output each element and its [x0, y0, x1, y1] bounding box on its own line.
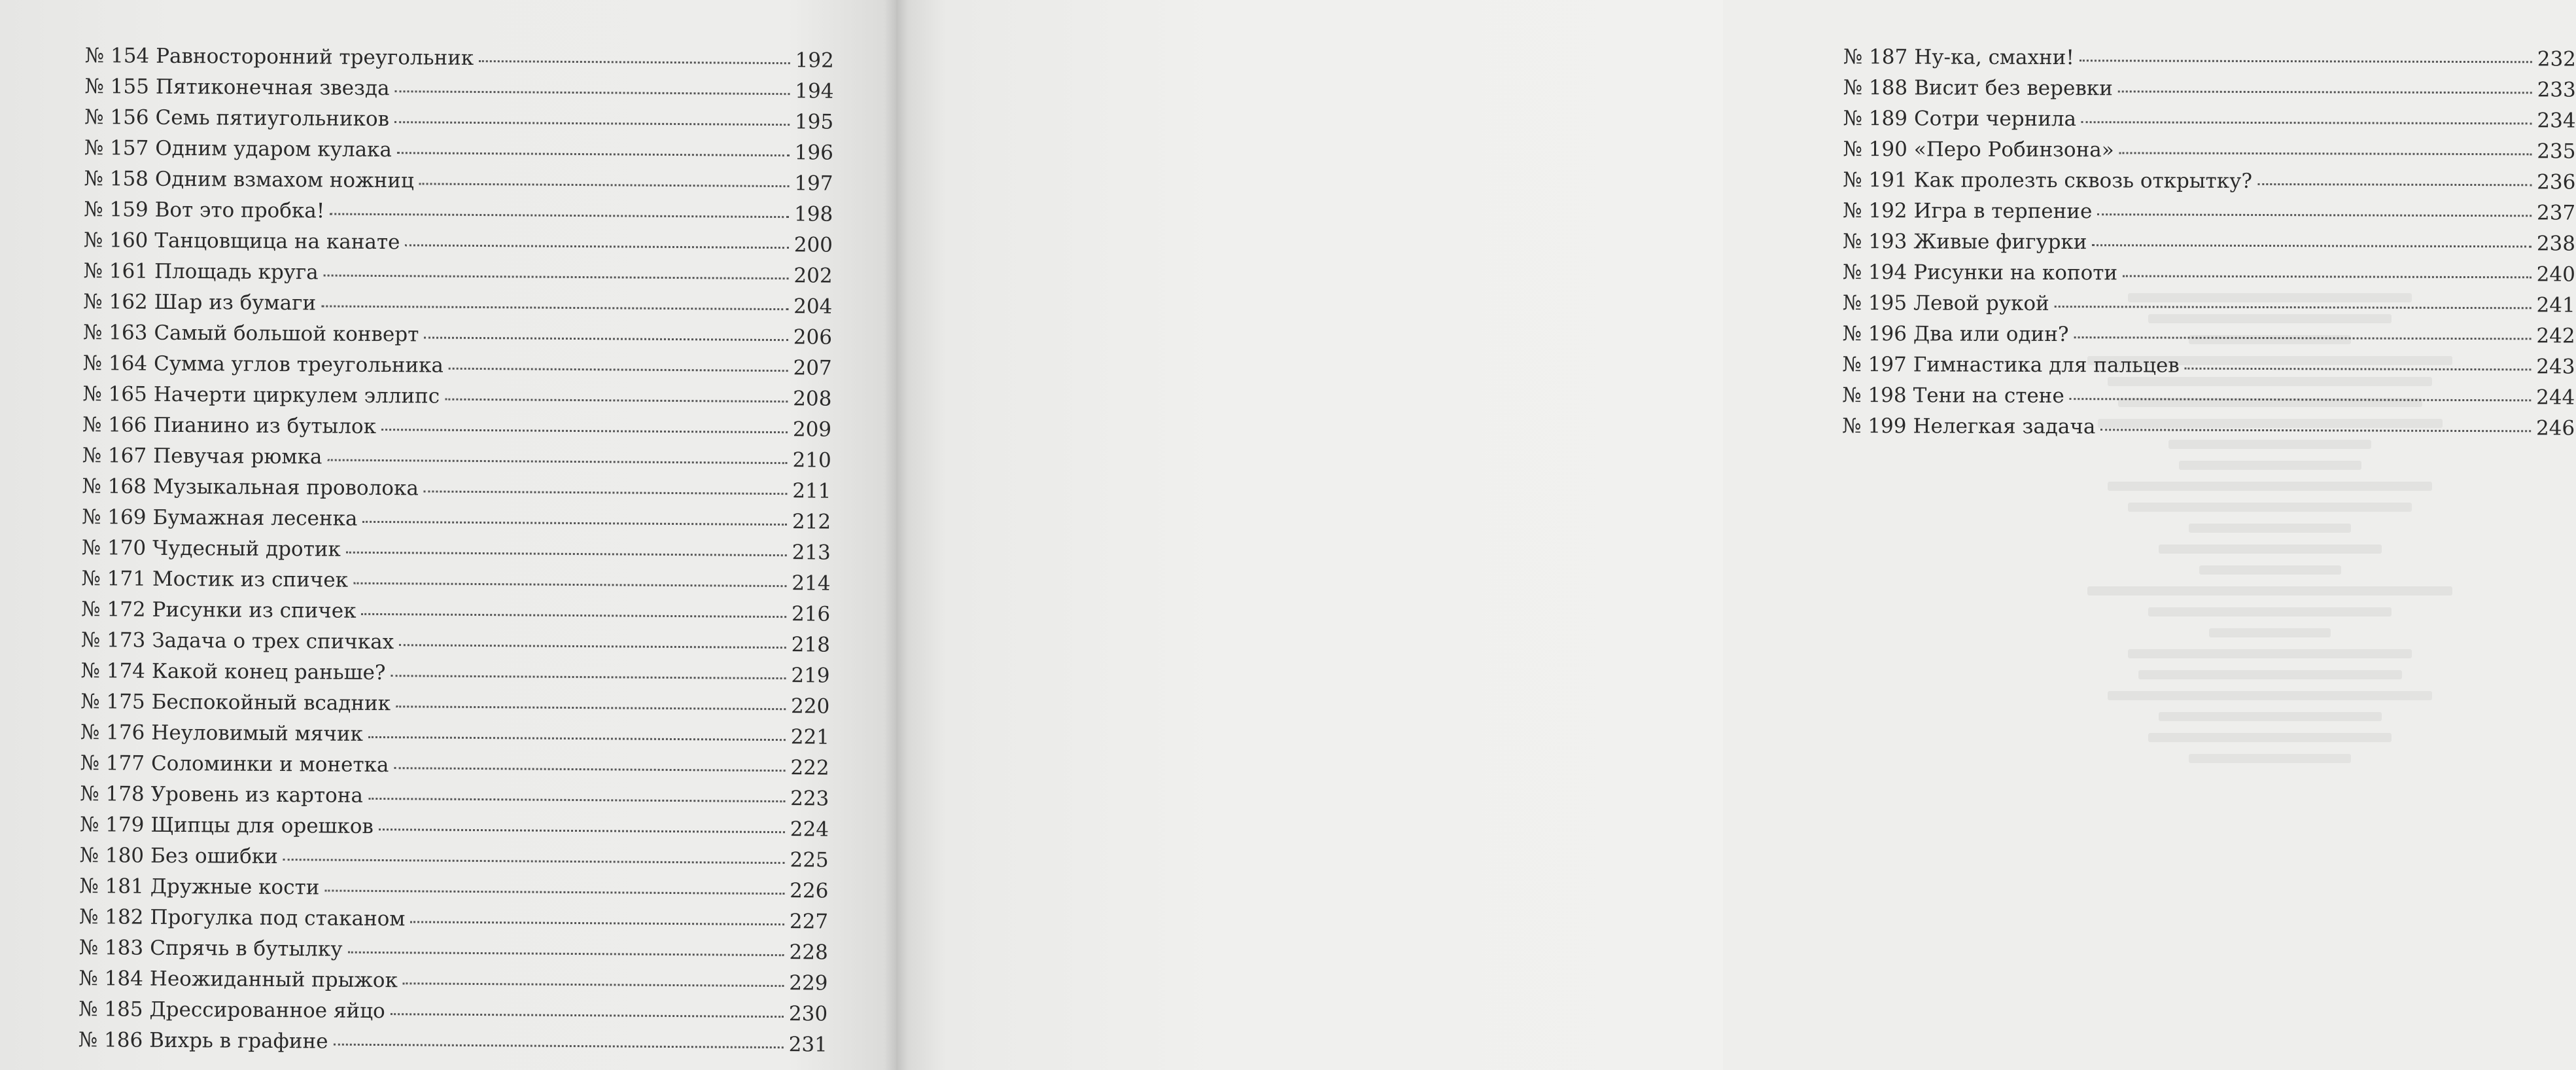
entry-page-number: 221 — [790, 725, 830, 749]
entry-number: № 157 — [84, 135, 149, 160]
entry-title: Мостик из спичек — [152, 567, 349, 592]
toc-entry — [1843, 42, 2576, 75]
dot-leader — [362, 521, 787, 526]
entry-page-number: 225 — [790, 848, 829, 872]
toc-entry — [84, 164, 833, 200]
show-through-line — [2179, 461, 2361, 470]
entry-page-number: 229 — [789, 971, 828, 995]
entry-number: № 185 — [78, 997, 143, 1022]
entry-number: № 193 — [1842, 229, 1907, 254]
dot-leader — [2092, 244, 2531, 247]
toc-entry — [79, 871, 828, 907]
entry-number: № 194 — [1842, 260, 1907, 285]
toc-entry — [80, 779, 829, 815]
toc-entry — [83, 287, 832, 323]
dot-leader — [2118, 90, 2532, 94]
toc-entry — [1843, 226, 2575, 260]
toc-entry — [82, 533, 831, 569]
entry-number: № 178 — [80, 781, 145, 806]
entry-title: Спрячь в бутылку — [150, 936, 343, 961]
entry-title: Задача о трех спичках — [152, 628, 394, 654]
dot-leader — [2119, 152, 2532, 155]
toc-entry — [83, 348, 832, 384]
toc-entry — [82, 471, 831, 507]
entry-title: Начерти циркулем эллипс — [153, 382, 440, 408]
show-through-line — [2148, 733, 2392, 742]
dot-leader — [2257, 183, 2532, 186]
entry-title: Щипцы для орешков — [150, 813, 374, 838]
entry-title: Дрессированное яйцо — [149, 997, 385, 1024]
entry-number: № 170 — [81, 535, 147, 560]
entry-page-number: 207 — [793, 356, 832, 380]
entry-number: № 191 — [1843, 168, 1907, 192]
entry-number: № 165 — [82, 382, 147, 406]
toc-entry — [1843, 103, 2576, 137]
entry-number: № 160 — [83, 228, 148, 253]
dot-leader — [368, 736, 786, 741]
dot-leader — [410, 921, 784, 925]
entry-title: Вот это пробка! — [154, 198, 325, 223]
entry-page-number: 226 — [790, 879, 829, 903]
entry-title: Соломинки и монетка — [150, 751, 389, 777]
entry-title: Левой рукой — [1913, 291, 2049, 315]
entry-page-number: 243 — [2536, 355, 2575, 379]
entry-page-number: 220 — [790, 694, 830, 719]
entry-title: Танцовщица на канате — [154, 228, 400, 255]
entry-title: Какой конец раньше? — [151, 659, 386, 685]
table-of-contents-left — [78, 41, 834, 1061]
dot-leader — [2185, 368, 2532, 371]
dot-leader — [2097, 213, 2532, 217]
entry-page-number: 237 — [2536, 201, 2576, 225]
left-page — [0, 0, 896, 1070]
entry-page-number: 246 — [2535, 416, 2575, 440]
dot-leader — [333, 1044, 783, 1049]
dot-leader — [479, 60, 790, 64]
entry-number: № 195 — [1842, 291, 1907, 315]
dot-leader — [397, 152, 790, 156]
entry-number: № 192 — [1843, 198, 1907, 223]
entry-page-number: 198 — [793, 202, 833, 226]
show-through-line — [2199, 565, 2341, 575]
toc-entry — [84, 256, 833, 292]
entry-title: Нелегкая задача — [1913, 414, 2096, 439]
entry-number: № 155 — [84, 74, 150, 99]
dot-leader — [403, 982, 784, 987]
entry-title: Чудесный дротик — [152, 536, 341, 562]
toc-entry — [84, 133, 833, 169]
dot-leader — [362, 613, 786, 618]
dot-leader — [396, 705, 786, 710]
entry-number: № 180 — [79, 843, 145, 868]
entry-number: № 196 — [1842, 321, 1907, 346]
entry-title: Музыкальная проволока — [152, 474, 419, 501]
dot-leader — [327, 459, 787, 464]
table-of-contents-right — [1842, 42, 2576, 444]
entry-title: Семь пятиугольников — [155, 105, 390, 132]
entry-number: № 166 — [82, 412, 147, 437]
toc-entry — [1843, 165, 2575, 198]
entry-number: № 164 — [82, 351, 148, 376]
entry-number: № 173 — [80, 628, 146, 652]
toc-entry — [84, 194, 833, 230]
toc-entry — [78, 994, 827, 1030]
toc-entry — [1843, 257, 2575, 291]
entry-title: Уровень из картона — [150, 782, 364, 808]
entry-title: Как пролезть сквозь открытку? — [1913, 168, 2253, 193]
entry-title: Рисунки из спичек — [152, 597, 357, 623]
entry-title: «Перо Робинзона» — [1913, 137, 2114, 162]
entry-number: № 158 — [84, 166, 149, 191]
entry-page-number: 234 — [2537, 109, 2576, 133]
toc-entry — [1843, 288, 2575, 321]
entry-title: Равносторонний треугольник — [156, 44, 474, 70]
entry-title: Шар из бумаги — [154, 290, 317, 315]
show-through-line — [2108, 482, 2432, 491]
dot-leader — [395, 90, 790, 95]
dot-leader — [2074, 336, 2532, 340]
entry-number: № 171 — [81, 566, 147, 591]
entry-page-number: 241 — [2536, 293, 2575, 317]
entry-page-number: 233 — [2537, 78, 2576, 102]
dot-leader — [391, 1013, 784, 1018]
entry-page-number: 204 — [793, 294, 833, 319]
entry-page-number: 195 — [794, 110, 834, 134]
entry-number: № 197 — [1842, 352, 1907, 377]
entry-title: Самый большой конверт — [154, 321, 419, 347]
toc-entry — [80, 748, 829, 784]
entry-number: № 163 — [82, 320, 148, 345]
entry-page-number: 240 — [2536, 262, 2575, 287]
entry-page-number: 196 — [794, 141, 834, 165]
entry-page-number: 202 — [793, 264, 833, 288]
toc-entry — [1843, 196, 2575, 229]
dot-leader — [445, 399, 788, 402]
entry-page-number: 213 — [792, 541, 831, 565]
show-through-line — [2138, 670, 2402, 679]
entry-page-number: 232 — [2537, 47, 2576, 71]
entry-page-number: 194 — [795, 79, 834, 103]
dot-leader — [379, 829, 785, 833]
entry-page-number: 216 — [791, 602, 831, 626]
entry-number: № 189 — [1843, 106, 1908, 131]
toc-entry — [1843, 73, 2576, 106]
dot-leader — [2081, 121, 2532, 124]
entry-number: № 176 — [80, 720, 145, 745]
entry-title: Одним ударом кулака — [155, 136, 392, 162]
entry-number: № 184 — [78, 966, 143, 991]
dot-leader — [330, 213, 789, 218]
entry-title: Бумажная лесенка — [152, 505, 358, 531]
entry-title: Живые фигурки — [1913, 230, 2087, 255]
entry-number: № 167 — [82, 443, 147, 468]
toc-entry — [82, 379, 831, 415]
toc-entry — [80, 656, 829, 692]
show-through-line — [2159, 712, 2382, 721]
entry-title: Игра в терпение — [1913, 199, 2093, 224]
entry-number: № 188 — [1843, 75, 1908, 100]
toc-entry — [79, 902, 828, 938]
entry-number: № 172 — [81, 597, 146, 622]
entry-page-number: 231 — [788, 1033, 827, 1057]
entry-page-number: 211 — [792, 479, 831, 503]
toc-entry — [82, 440, 831, 476]
entry-number: № 190 — [1843, 137, 1907, 162]
entry-page-number: 238 — [2536, 232, 2576, 256]
toc-entry — [82, 410, 831, 446]
entry-number: № 168 — [82, 474, 147, 499]
entry-number: № 182 — [79, 904, 144, 929]
entry-title: Площадь круга — [154, 259, 319, 285]
entry-title: Тени на стене — [1913, 383, 2064, 408]
entry-number: № 161 — [83, 259, 148, 283]
entry-title: Висит без веревки — [1914, 76, 2113, 101]
entry-title: Рисунки на копоти — [1913, 260, 2118, 285]
entry-number: № 159 — [84, 197, 148, 222]
entry-number: № 183 — [78, 935, 144, 960]
dot-leader — [419, 183, 790, 187]
toc-entry — [1842, 380, 2575, 414]
entry-page-number: 242 — [2536, 324, 2575, 348]
toc-entry — [85, 41, 834, 77]
entry-number: № 198 — [1842, 383, 1907, 408]
entry-number: № 156 — [84, 105, 149, 130]
entry-title: Без ошибки — [150, 844, 278, 868]
toc-entry — [80, 717, 829, 753]
show-through-line — [2209, 628, 2331, 637]
entry-page-number: 192 — [795, 48, 834, 73]
dot-leader — [449, 368, 788, 372]
toc-entry — [80, 687, 829, 722]
entry-title: Сотри чернила — [1913, 107, 2077, 132]
show-through-line — [2159, 544, 2382, 554]
toc-entry — [82, 502, 831, 538]
entry-page-number: 200 — [793, 233, 833, 257]
dot-leader — [324, 889, 784, 895]
dot-leader — [405, 244, 788, 249]
toc-entry — [80, 810, 829, 846]
entry-page-number: 236 — [2537, 170, 2576, 194]
toc-entry — [84, 225, 833, 261]
entry-title: Пятиконечная звезда — [155, 75, 390, 101]
dot-leader — [347, 952, 784, 956]
dot-leader — [391, 675, 786, 679]
dot-leader — [321, 305, 788, 310]
entry-page-number: 228 — [789, 940, 828, 965]
dot-leader — [353, 582, 786, 587]
dot-leader — [2055, 306, 2532, 309]
entry-page-number: 227 — [789, 910, 829, 934]
toc-entry — [1842, 411, 2575, 444]
entry-title: Гимнастика для пальцев — [1913, 353, 2180, 378]
entry-title: Вихрь в графине — [149, 1028, 328, 1054]
entry-number: № 162 — [83, 289, 148, 314]
entry-number: № 181 — [79, 874, 144, 899]
entry-page-number: 210 — [792, 448, 831, 473]
dot-leader — [2070, 398, 2531, 401]
dot-leader — [394, 767, 785, 772]
entry-number: № 177 — [80, 751, 145, 776]
entry-page-number: 206 — [793, 325, 833, 349]
toc-entry — [81, 594, 830, 630]
entry-page-number: 208 — [793, 387, 832, 411]
entry-number: № 175 — [80, 689, 145, 714]
entry-page-number: 212 — [792, 510, 831, 534]
entry-number: № 199 — [1842, 414, 1907, 438]
entry-page-number: 197 — [794, 171, 833, 196]
toc-entry — [1843, 134, 2575, 168]
entry-number: № 154 — [84, 43, 150, 68]
entry-page-number: 223 — [790, 787, 829, 811]
dot-leader — [424, 490, 787, 495]
show-through-line — [2108, 691, 2432, 700]
dot-leader — [399, 644, 786, 649]
toc-entry — [78, 963, 827, 999]
show-through-line — [2128, 649, 2412, 658]
toc-entry — [81, 563, 830, 599]
dot-leader — [2100, 429, 2531, 432]
dot-leader — [381, 429, 788, 433]
show-through-line — [2148, 607, 2392, 616]
dot-leader — [2080, 60, 2532, 63]
toc-entry — [84, 102, 833, 138]
toc-entry — [81, 625, 830, 661]
show-through-line — [2128, 503, 2412, 512]
entry-page-number: 214 — [792, 571, 831, 596]
dot-leader — [394, 121, 790, 126]
dot-leader — [368, 798, 785, 802]
entry-page-number: 230 — [788, 1002, 828, 1026]
toc-entry — [80, 840, 829, 876]
toc-entry — [79, 933, 828, 969]
entry-number: № 187 — [1843, 45, 1908, 69]
entry-page-number: 224 — [790, 817, 829, 842]
entry-title: Неожиданный прыжок — [149, 967, 398, 993]
entry-title: Ну-ка, смахни! — [1914, 45, 2074, 70]
toc-entry — [84, 71, 833, 107]
toc-entry — [78, 1025, 827, 1061]
entry-title: Певучая рюмка — [153, 444, 322, 469]
entry-title: Неуловимый мячик — [151, 721, 364, 746]
entry-number: № 179 — [79, 812, 145, 837]
entry-title: Прогулка под стаканом — [150, 905, 406, 931]
entry-number: № 186 — [78, 1027, 143, 1052]
entry-title: Беспокойный всадник — [151, 690, 391, 716]
show-through-line — [2189, 524, 2351, 533]
entry-title: Два или один? — [1913, 322, 2069, 347]
entry-page-number: 219 — [791, 664, 830, 688]
toc-entry — [1842, 349, 2575, 383]
dot-leader — [346, 552, 787, 556]
entry-title: Дружные кости — [150, 874, 320, 900]
entry-title: Пианино из бутылок — [153, 413, 377, 438]
show-through-line — [2087, 586, 2452, 596]
entry-number: № 169 — [82, 505, 147, 529]
entry-number: № 174 — [80, 658, 146, 683]
right-page — [896, 0, 2576, 1070]
entry-page-number: 209 — [792, 418, 832, 442]
dot-leader — [283, 859, 785, 864]
entry-title: Одним взмахом ножниц — [154, 167, 415, 193]
dot-leader — [324, 274, 789, 279]
dot-leader — [424, 336, 788, 341]
entry-page-number: 235 — [2537, 139, 2576, 164]
entry-page-number: 222 — [790, 756, 829, 780]
show-through-line — [2189, 754, 2351, 763]
toc-entry — [83, 317, 832, 353]
entry-page-number: 218 — [791, 633, 831, 657]
toc-entry — [1843, 319, 2575, 352]
entry-title: Сумма углов треугольника — [153, 351, 444, 378]
entry-page-number: 244 — [2536, 385, 2575, 410]
dot-leader — [2123, 275, 2532, 278]
